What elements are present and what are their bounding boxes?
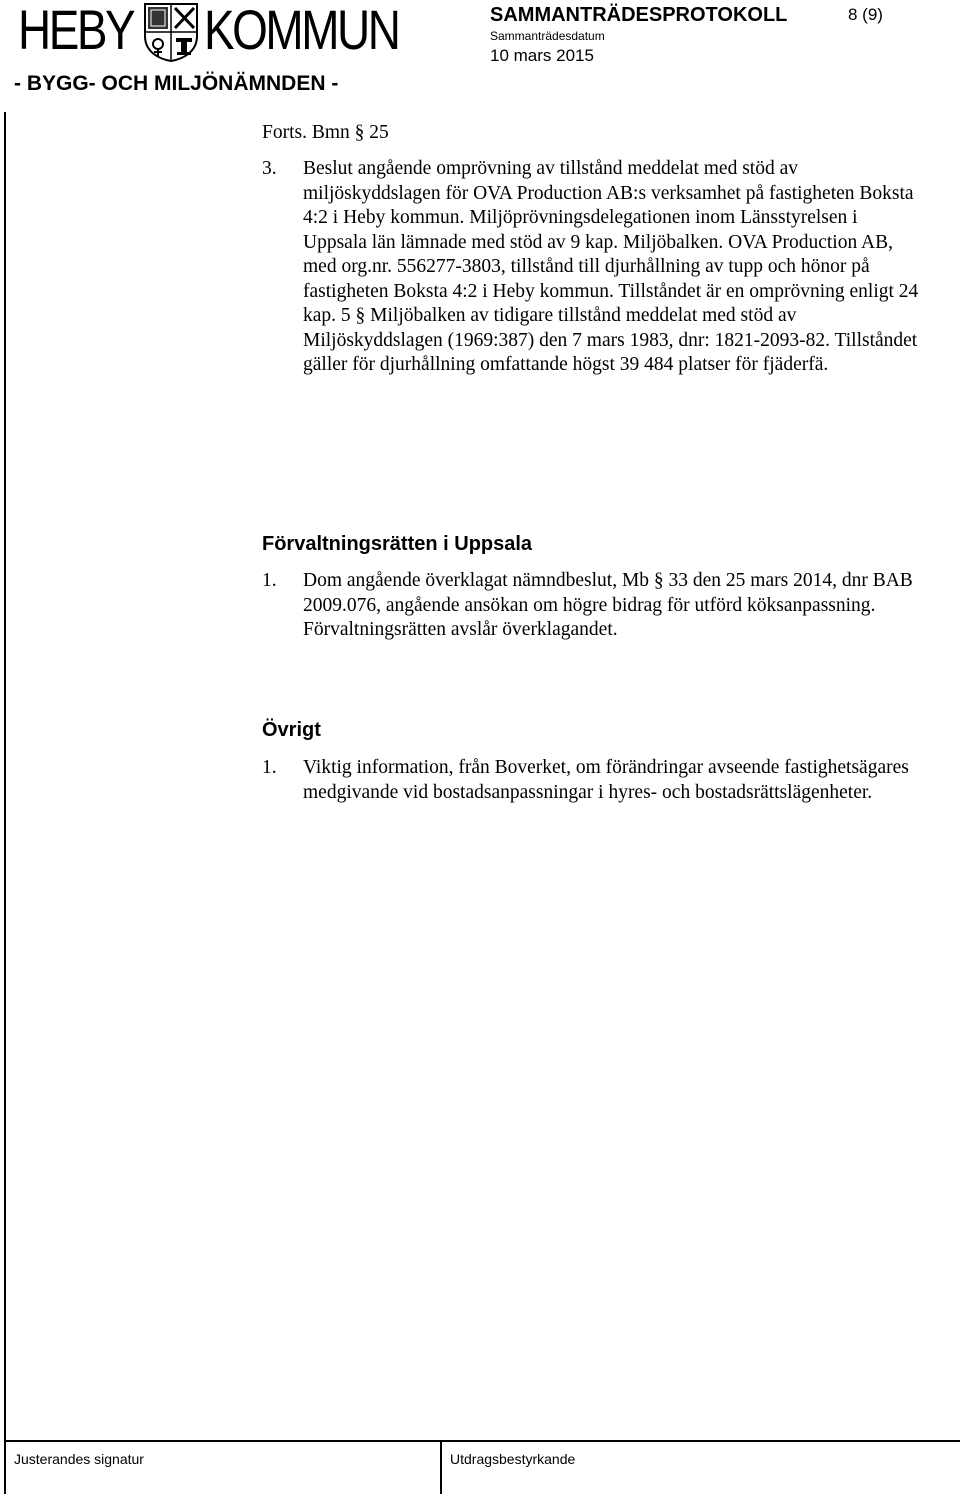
certification-label: Utdragsbestyrkande	[450, 1451, 576, 1467]
item-number: 1.	[262, 570, 277, 591]
footer-top-line	[4, 1440, 960, 1442]
section-heading-court: Förvaltningsrätten i Uppsala	[262, 533, 533, 555]
item-text: Viktig information, från Boverket, om förändringar avseende fastighetsägares medgivande vid bostadsanpassningar i hyres- och bostadsrättslägenheter.	[303, 757, 909, 803]
date-label: Sammanträdesdatum	[490, 29, 605, 43]
meeting-date: 10 mars 2015	[490, 46, 594, 65]
section-heading-other: Övrigt	[262, 719, 321, 741]
signature-label: Justerandes signatur	[14, 1451, 144, 1467]
protocol-title: SAMMANTRÄDESPROTOKOLL	[490, 4, 788, 26]
logo-kommun: KOMMUN	[204, 0, 399, 61]
item-text: Beslut angående omprövning av tillstånd meddelat med stöd av miljöskyddslagen för OVA Production AB:s verksamhet på fastigheten Boksta 4:2 i Heby kommun. Miljöprövningsdelegationen inom Länsstyrelsen i Uppsala län lämnade med stöd av 9 kap. Miljöbalken. OVA Production AB, med org.nr. 556277-3803, tillstånd till djurhållning av tupp och hönor på fastigheten Boksta 4:2 i Heby kommun. Tillståndet är en omprövning enligt 24 kap. 5 § Miljöbalken av tidigare tillstånd meddelat med stöd av Miljöskyddslagen (1969:387) den 7 mars 1983, dnr: 1821-2093-82. Tillståndet gäller för djurhållning omfattande högst 39 484 platser för fjäderfä.	[303, 158, 919, 375]
item-number: 3.	[262, 158, 277, 179]
item-text: Dom angående överklagat nämndbeslut, Mb § 33 den 25 mars 2014, dnr BAB 2009.076, angående ansökan om högre bidrag för utförd köksanpassning. Förvaltningsrätten avslår överklagandet.	[303, 570, 913, 640]
continuation-reference: Forts. Bmn § 25	[262, 122, 389, 143]
court-item-1	[262, 569, 922, 679]
logo-heby: HEBY	[18, 0, 134, 61]
left-margin-line	[4, 112, 6, 1442]
item-number: 1.	[262, 757, 277, 778]
footer-divider	[440, 1440, 442, 1494]
footer-left-border	[4, 1440, 6, 1494]
department-name: - BYGG- OCH MILJÖNÄMNDEN -	[14, 72, 339, 95]
page-number: 8 (9)	[848, 5, 883, 24]
agenda-item-3	[262, 157, 922, 487]
coat-of-arms-icon	[143, 2, 199, 62]
other-item-1	[262, 756, 922, 836]
